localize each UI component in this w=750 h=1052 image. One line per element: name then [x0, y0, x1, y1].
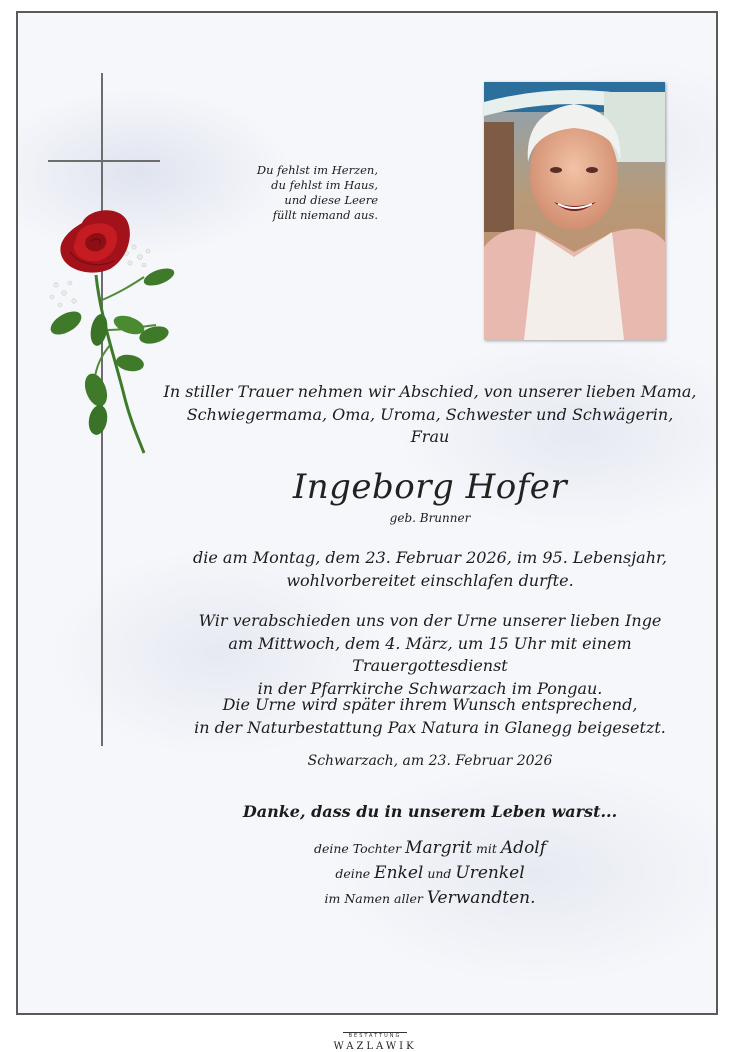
intro-text	[150, 381, 710, 449]
farewell-text	[150, 610, 710, 700]
maiden-name: geb. Brunner	[389, 511, 471, 525]
sig-name: Margrit	[405, 838, 473, 858]
intro-line: Schwiegermama, Oma, Uroma, Schwester und Schwägerin,	[186, 404, 674, 424]
sig-text: und	[427, 866, 452, 881]
cross-horizontal	[48, 160, 160, 162]
place-date: Schwarzach, am 23. Februar 2026	[307, 753, 553, 769]
sig-name: Adolf	[500, 838, 547, 858]
burial-line: in der Naturbestattung Pax Natura in Glanegg beigesetzt.	[194, 717, 666, 737]
death-line: wohlvorbereitet einschlafen durfte.	[286, 570, 574, 590]
sig-text: deine	[335, 866, 371, 881]
sig-text: mit	[476, 841, 497, 856]
farewell-line: Wir verabschieden uns von der Urne unserer lieben Inge	[198, 611, 662, 630]
signature-line-2	[150, 861, 710, 886]
burial-text	[150, 694, 710, 739]
sig-name: Urenkel	[455, 863, 525, 883]
sig-name: Verwandten.	[426, 888, 536, 908]
memorial-poem	[218, 163, 378, 223]
death-text	[150, 547, 710, 592]
logo-brand: WAZLAWIK	[333, 1041, 417, 1052]
signature-line-1	[150, 836, 710, 861]
poem-line: du fehlst im Haus,	[271, 178, 378, 192]
poem-line: Du fehlst im Herzen,	[256, 163, 378, 177]
farewell-line: in der Pfarrkirche Schwarzach im Pongau.	[257, 678, 603, 698]
deceased-name: Ingeborg Hofer	[292, 467, 568, 507]
poem-line: füllt niemand aus.	[272, 208, 378, 222]
sig-text: deine Tochter	[313, 841, 402, 856]
sig-name: Enkel	[374, 863, 424, 883]
death-line: die am Montag, dem 23. Februar 2026, im 95. Lebensjahr,	[193, 548, 667, 567]
poem-line: und diese Leere	[284, 193, 378, 207]
logo-subtitle: BESTATTUNG	[343, 1032, 408, 1040]
farewell-line: am Mittwoch, dem 4. März, um 15 Uhr mit einem Trauergottesdienst	[228, 633, 632, 675]
intro-line: In stiller Trauer nehmen wir Abschied, von unserer lieben Mama,	[163, 382, 697, 401]
burial-line: Die Urne wird später ihrem Wunsch entsprechend,	[222, 695, 638, 714]
signature-block	[150, 836, 710, 911]
portrait-photo	[484, 82, 665, 340]
sig-text: im Namen aller	[324, 891, 423, 906]
intro-line: Frau	[410, 427, 450, 446]
funeral-home-logo	[0, 1022, 750, 1052]
signature-line-3	[150, 886, 710, 911]
thanks-line: Danke, dass du in unserem Leben warst...	[242, 802, 618, 821]
